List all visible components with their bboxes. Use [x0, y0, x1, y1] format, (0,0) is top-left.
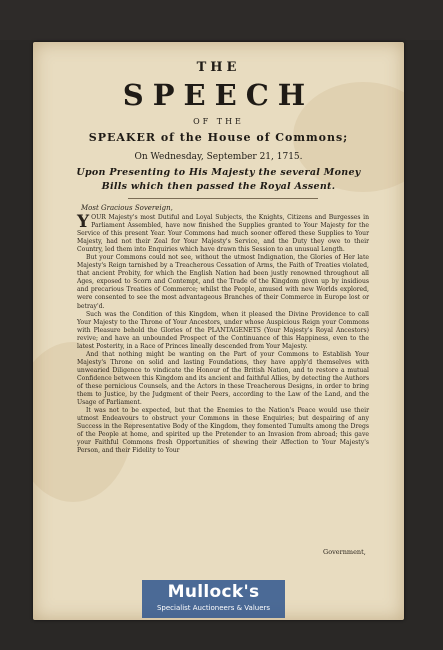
paragraph: But your Commons could not see, without the utmost Indignation, the Glories of Her late Majesty's Reign tarnished by a Treacherous Cessation of Arms, the Faith of Treaties violated, that ancient Probity, for which the English Nation had been justly renowned throughout all Ages, exposed to Scorn and Contempt, and the Trade of the Kingdom given up by insidious and precarious Treaties of Commerce; whilst the People, amused with new Worlds explored, were consented to see the most advantageous Branches of their Commerce in Europe lost or betray'd.: [77, 254, 369, 310]
document-content: [33, 0, 404, 650]
heading-of-the: OF THE: [193, 117, 244, 126]
date-line: On Wednesday, September 21, 1715.: [134, 152, 303, 162]
paragraph: And that nothing might be wanting on the Part of your Commons to Establish Your Majesty's Throne on solid and lasting Foundations, they have apply'd themselves with unwearied Diligence to vindicate the Honour of the British Nation, and to restore a mutual Confidence between this Kingdom and its ancient and faithful Allies, by detecting the Authors of these pernicious Counsels, and the Actors in these Treacherous Designs, in order to bring them to Justice, by the Judgment of their Peers, according to the Law of the Land, and the Usage of Parliament.: [77, 350, 369, 407]
salutation: Most Gracious Sovereign,: [81, 204, 173, 212]
watermark-tagline: Specialist Auctioneers & Valuers: [156, 604, 271, 612]
paragraph: Such was the Condition of this Kingdom, when it pleased the Divine Providence to call Your Majesty to the Throne of Your Ancestors, under whose Auspicious Reign your Commons with Pleasure behold the Glories of the PLANTAGENETS (Your Majesty's Royal Ancestors) revive; and have an unbounded Prospect of the Continuance of this Happiness, even to the latest Posterity, in a Race of Princes lineally descended from Your Majesty.: [77, 310, 369, 350]
heading-the: THE: [196, 60, 241, 75]
catchword: Government,: [323, 548, 366, 556]
divider-rule: [128, 198, 318, 199]
paragraph: [77, 214, 369, 254]
speech-body: [77, 214, 369, 455]
document-title: SPEECH: [122, 78, 315, 112]
paragraph: It was not to be expected, but that the Enemies to the Nation's Peace would use their utmost Endeavours to obstruct your Commons in these Enquiries; but despairing of any Success in the Representative Body of the Kingdom, they fomented Tumults among the Dregs of the People at home, and spirited up the Pretender to an Invasion from abroad; this gave your Faithful Commons fresh Opportunities of shewing their Affection to Your Majesty's Person, and their Fidelity to Your: [77, 407, 369, 455]
heading-speaker: SPEAKER of the House of Commons;: [88, 131, 349, 144]
auction-watermark: [142, 580, 285, 618]
watermark-name: Mullock's: [167, 582, 260, 602]
occasion-line-2: Bills which then passed the Royal Assent.: [101, 181, 336, 192]
drop-cap: Y: [77, 212, 90, 232]
occasion-line-1: Upon Presenting to His Majesty the several Money: [76, 167, 361, 178]
paragraph-text: OUR Majesty's most Dutiful and Loyal Subjects, the Knights, Citizens and Burgesses in Parliament Assembled, have now finished the Supplies granted to Your Majesty for the Service of this present Year. Your Commons had much sooner offered these Supplies to Your Majesty, had not their Zeal for Your Majesty's Service, and the Duty they owe to their Country, led them into Enquiries which have drawn this Session to an unusual Length.: [77, 214, 369, 254]
